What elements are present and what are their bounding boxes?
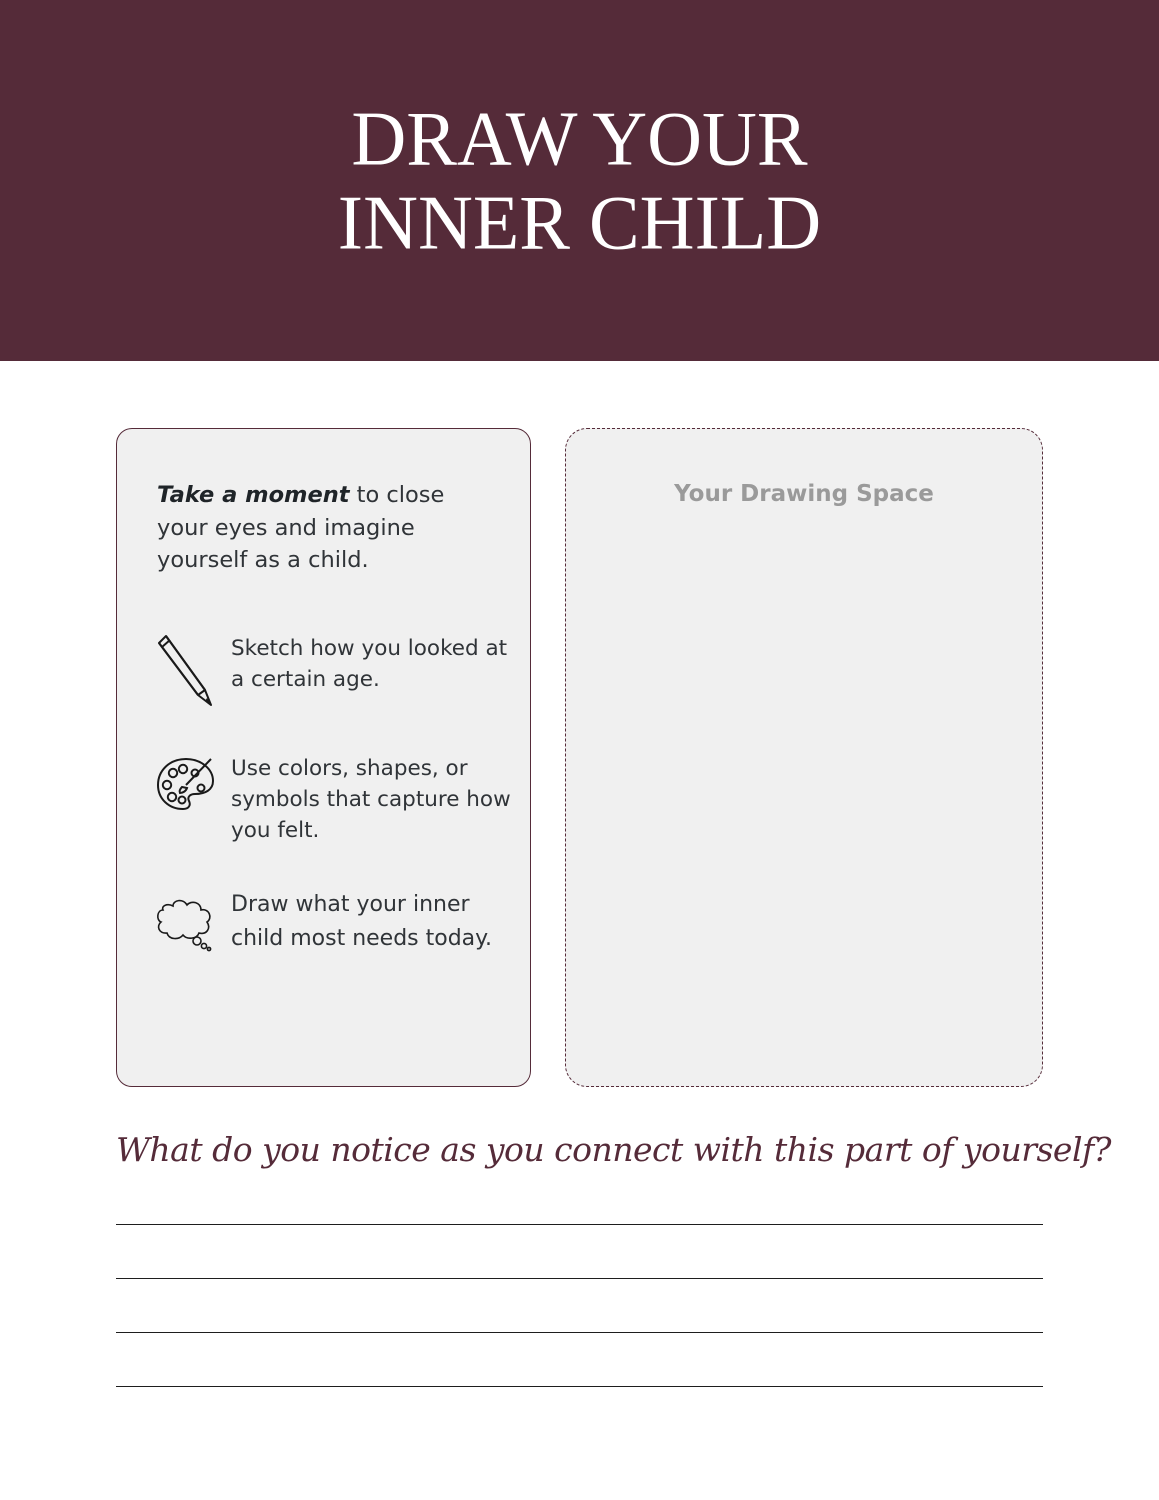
instructions-card — [116, 428, 531, 1087]
title-line-1: DRAW YOUR — [351, 95, 808, 182]
step-text-needs: Draw what your inner child most needs today. — [231, 892, 493, 951]
intro-emphasis: Take a moment — [157, 482, 350, 508]
intro-rest: to close your eyes and imagine yourself as a child. — [157, 482, 445, 573]
header-banner — [0, 0, 1159, 361]
writing-line-2[interactable] — [116, 1278, 1043, 1279]
reflection-question: What do you notice as you connect with this part of yourself? — [116, 1130, 1111, 1169]
writing-line-3[interactable] — [116, 1332, 1043, 1333]
thought-bubble-icon — [155, 888, 219, 958]
writing-line-4[interactable] — [116, 1386, 1043, 1387]
writing-line-1[interactable] — [116, 1224, 1043, 1225]
intro-text — [157, 479, 497, 577]
palette-icon — [155, 753, 217, 819]
drawing-space-label: Your Drawing Space — [674, 481, 934, 507]
step-text-colors: Use colors, shapes, or symbols that capture how you felt. — [231, 756, 511, 843]
pencil-icon — [155, 633, 215, 713]
title-line-2: INNER CHILD — [337, 179, 822, 266]
step-text-sketch: Sketch how you looked at a certain age. — [231, 636, 508, 692]
page-title — [338, 97, 821, 264]
drawing-space[interactable] — [565, 428, 1043, 1087]
